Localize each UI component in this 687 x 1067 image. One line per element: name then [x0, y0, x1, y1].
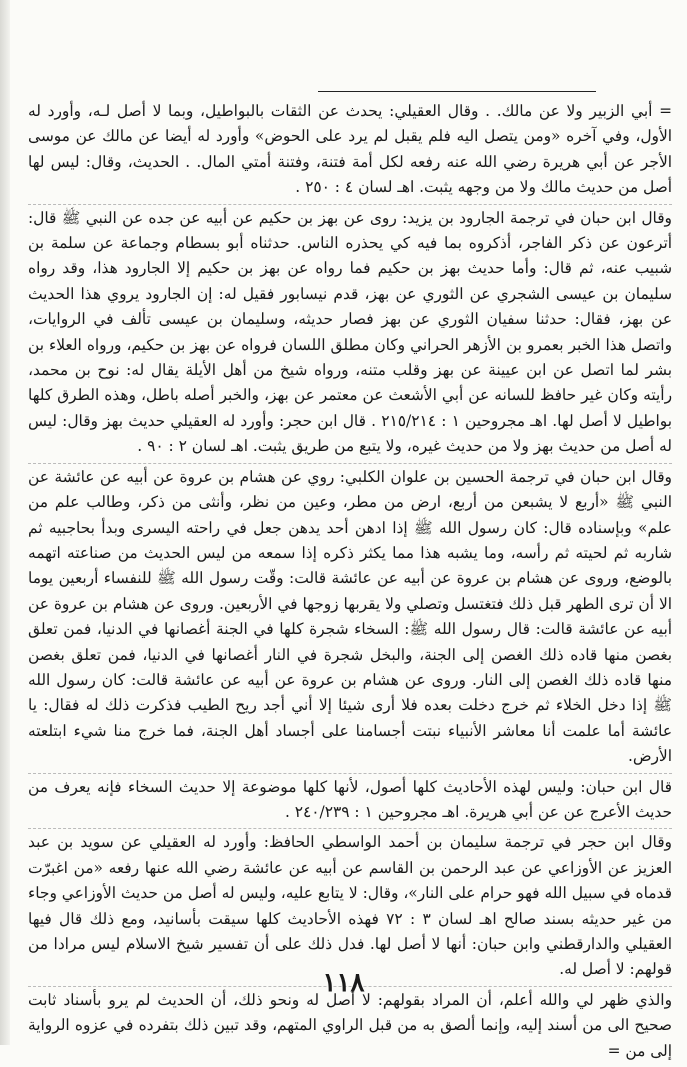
paragraph-1: = أبي الزبير ولا عن مالك. . وقال العقيلي: يحدث عن الثقات بالبواطيل، وبما لا أصل لـه، وأورد له الأول، وفي آخره «ومن يتصل اليه فلم يقبل لم يرد على الحوض» وأورد له أيضا عن مالك عن موسى الأجر عن أبي هريرة رضي الله عنه رفعه لكل أمة فتنة، وفتنة أمتي المال. . الحديث، وقال: ليس لها أصل من حديث مالك ولا من وجهه يثبت. اهـ لسان ٤ : ٢٥٠ .	[28, 102, 672, 197]
page-body	[28, 99, 672, 1067]
paragraph-6: والذي ظهر لي والله أعلم، أن المراد بقولهم: لا أصل له ونحو ذلك، أن الحديث لم يرو بأسناد ثابت صحيح الى من أسند إليه، وإنما ألصق به من قبل الراوي المتهم، وقد تبين ذلك بتفرده في عزوه الرواية إلى من =	[28, 986, 672, 1064]
paragraph-3: وقال ابن حبان في ترجمة الحسين بن علوان الكلبي: روي عن هشام بن عروة عن أبيه عن عائشة عن النبي ﷺ «أربع لا يشبعن من أربع، ارض من مطر، وعين من نظر، وأنثى من ذكر، وطالب علم من علم» وبإسناده قال: كان رسول الله ﷺ إذا ادهن أحد يدهن جعل في راحته اليسرى وبدأ بحاجبيه ثم شاربه ثم لحيته ثم رأسه، وما يشبه هذا مما يكثر ذكره إذا سمعه من ليس الحديث من صناعته اتهمه بالوضع، وروى عن هشام بن عروة عن أبيه عن عائشة قالت: وقّت رسول الله ﷺ للنفساء أربعين يوما الا أن ترى الطهر قبل ذلك فتغتسل وتصلي ولا يقربها زوجها في الأربعين. وروى عن هشام بن عروة عن أبيه عن عائشة قالت: قال رسول الله ﷺ: السخاء شجرة كلها في الجنة أغصانها في الدنيا، فمن تعلق بغصن منها قاده ذلك الغصن إلى الجنة، والبخل شجرة في النار أغصانها في الدنيا، فمن تعلق بغصن منها قاده ذلك الغصن إلى النار. وروى عن هشام بن عروة عن أبيه عن عائشة قالت: كان رسول الله ﷺ إذا دخل الخلاء ثم خرج دخلت بعده فلا أرى شيئا إلا أني أجد ريح الطيب فذكرت ذلك له فقال: يا عائشة أما علمت أنا معاشر الأنبياء نبتت أجسامنا على أجساد أهل الجنة، فما خرج منا شيء ابتلعته الأرض.	[28, 463, 672, 770]
paragraph-5: وقال ابن حجر في ترجمة سليمان بن أحمد الواسطي الحافظ: وأورد له العقيلي عن سويد بن عبد العزيز عن الأوزاعي عن عبد الرحمن بن القاسم عن أبيه عن عائشة رضي الله عنها رفعه «من اغبرّت قدماه في سبيل الله فهو حرام على النار»، وقال: لا يتابع عليه، وليس له أصل من حديث الأوزاعي وجاء من غير حديثه بسند صالح اهـ لسان ٣ : ٧٢ فهذه الأحاديث كلها سيقت بأسانيد، ومع ذلك قال فيها العقيلي والدارقطني وابن حبان: أنها لا أصل لها. فدل ذلك على أن تفسير شيخ الاسلام ليس مرادا من قولهم: لا أصل له.	[28, 828, 672, 982]
paragraph-2: وقال ابن حبان في ترجمة الجارود بن يزيد: روى عن بهز بن حكيم عن أبيه عن جده عن النبي ﷺ قال: أترعون عن ذكر الفاجر، أذكروه بما فيه كي يحذره الناس. حدثناه أبو بسطام وجماعة عن سلمة بن شبيب عنه، ثم قال: وأما حديث بهز بن حكيم فما رواه عن بهز بن حكيم إلا الجارود هذا، وقد رواه سليمان بن عيسى الشجري عن الثوري عن بهز، قدم نيسابور فقيل له: إن الجارود يروي هذا الحديث عن بهز، فقال: حدثنا سفيان الثوري عن بهز فصار حديثه، وسليمان بن عيسى تألف في الروايات، واتصل هذا الخبر بعمرو بن الأزهر الحراني وكان مطلق اللسان فرواه عن بهز بن حكيم، ورواه العلاء بن بشر لما اتصل عن ابن عيينة عن بهز وقلب متنه، ورواه شيخ من أهل الأيلة يقال له: نوح بن محمد، رأيته وكان غير حافظ للسانه عن أبي الأشعث عن معتمر عن بهز، والخبر أصله باطل، وهذه الطرق كلها بواطيل لا أصل لها. اهـ مجروحين ١ : ٢١٥/٢١٤ . قال ابن حجر: وأورد له العقيلي حديث بهز وقال: ليس له أصل من حديث بهز ولا من حديث غيره، ولا يتبع من طريق يثبت. اهـ لسان ٢ : ٩٠ .	[28, 204, 672, 460]
page-edge	[0, 0, 10, 1045]
top-rule	[318, 91, 596, 92]
page-number: ١١٨	[322, 968, 365, 998]
paragraph-4: قال ابن حبان: وليس لهذه الأحاديث كلها أصول، لأنها كلها موضوعة إلا حديث السخاء فإنه يعرف من حديث الأعرج عن عن أبي هريرة. اهـ مجروحين ١ : ٢٤٠/٢٣٩ .	[28, 773, 672, 826]
